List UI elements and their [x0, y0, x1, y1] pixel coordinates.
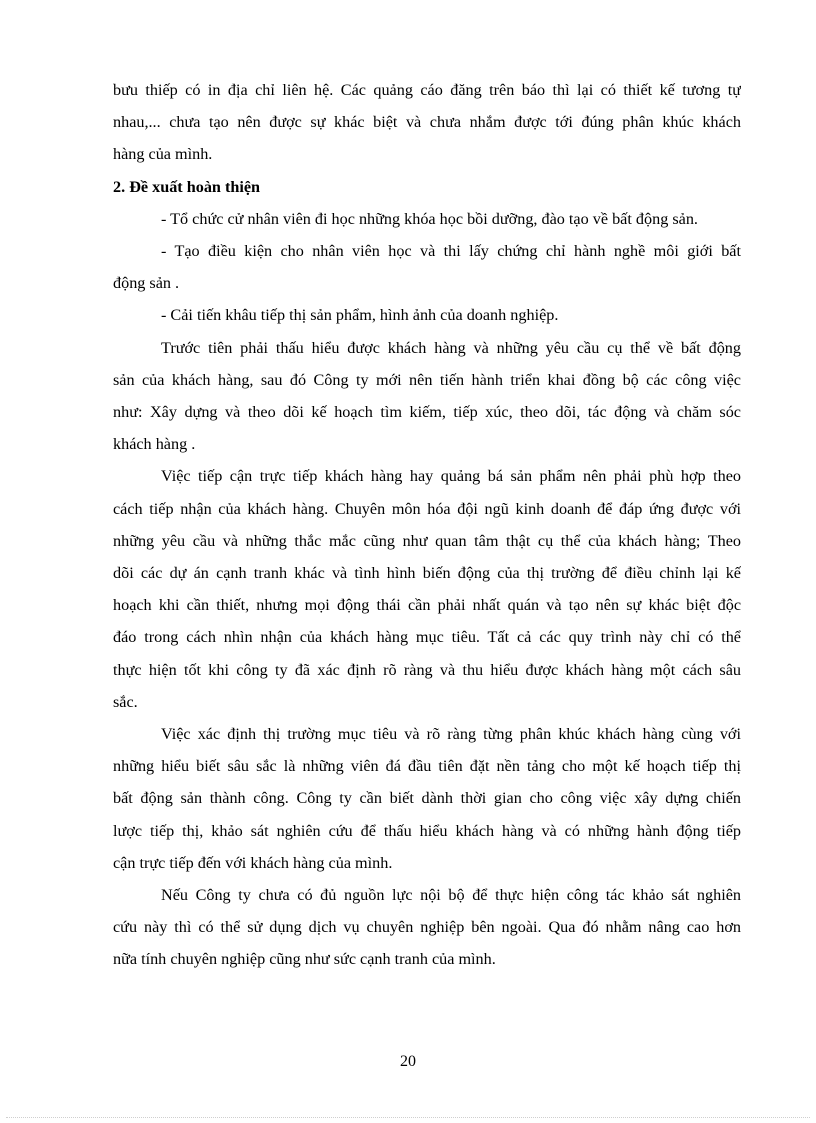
- text-line: sắc.: [113, 692, 138, 711]
- text-line: nhau,... chưa tạo nên được sự khác biệt và chưa nhắm được tới đúng phân khúc khách: [113, 113, 741, 132]
- text-line: hoạch khi cần thiết, nhưng mọi động thái cần phải nhất quán và tạo nên sự khác biệt độc: [113, 596, 741, 615]
- text-line: đáo trong cách nhìn nhận của khách hàng mục tiêu. Tất cả các quy trình này chỉ có thể: [113, 628, 741, 647]
- text-line: bưu thiếp có in địa chỉ liên hệ. Các quảng cáo đăng trên báo thì lại có thiết kế tương tự: [113, 81, 741, 99]
- section-heading: 2. Đề xuất hoàn thiện: [113, 177, 261, 196]
- text-line: hàng của mình.: [113, 145, 213, 164]
- text-line: bất động sản thành công. Công ty cần biết dành thời gian cho công việc xây dựng chiến: [113, 789, 741, 808]
- text-line: cách tiếp nhận của khách hàng. Chuyên môn hóa đội ngũ kinh doanh để đáp ứng được với: [113, 499, 741, 518]
- paragraph: [113, 460, 741, 718]
- bullet-item: [113, 235, 741, 299]
- text-line: dõi các dự án cạnh tranh khác và tình hình biến động của thị trường để điều chỉnh lại kế: [113, 564, 741, 583]
- text-line: Nếu Công ty chưa có đủ nguồn lực nội bộ để thực hiện công tác khảo sát nghiên: [161, 886, 741, 905]
- text-line: Việc tiếp cận trực tiếp khách hàng hay quảng bá sản phẩm nên phải phù hợp theo: [161, 467, 741, 486]
- text-line: lược tiếp thị, khảo sát nghiên cứu để thấu hiểu khách hàng và có những hành động tiếp: [113, 821, 741, 840]
- text-line: - Cải tiến khâu tiếp thị sản phẩm, hình ảnh của doanh nghiệp.: [161, 306, 559, 325]
- text-line: Trước tiên phải thấu hiểu được khách hàng và những yêu cầu cụ thể về bất động: [161, 338, 741, 357]
- paragraph: [113, 879, 741, 976]
- page-edge-divider: [6, 1117, 810, 1118]
- text-line: như: Xây dựng và theo dõi kế hoạch tìm kiếm, tiếp xúc, theo dõi, tác động và chăm sóc: [113, 403, 741, 422]
- text-line: - Tạo điều kiện cho nhân viên học và thi lấy chứng chỉ hành nghề môi giới bất: [161, 242, 741, 261]
- text-line: thực hiện tốt khi công ty đã xác định rõ ràng và thu hiểu được khách hàng một cách sâu: [113, 660, 741, 679]
- text-line: nữa tính chuyên nghiệp cũng như sức cạnh tranh của mình.: [113, 950, 496, 969]
- paragraph-continuation: [113, 74, 741, 171]
- text-line: những yêu cầu và những thắc mắc cũng như quan tâm thật cụ thể của khách hàng; Theo: [113, 531, 741, 550]
- bullet-item: [113, 203, 741, 235]
- text-line: sản của khách hàng, sau đó Công ty mới nên tiến hành triển khai đồng bộ các công việc: [113, 370, 741, 389]
- text-line: cứu này thì có thể sử dụng dịch vụ chuyên nghiệp bên ngoài. Qua đó nhằm nâng cao hơn: [113, 918, 741, 937]
- document-body: [113, 74, 741, 976]
- text-line: cận trực tiếp đến với khách hàng của mình.: [113, 853, 393, 872]
- paragraph: [113, 718, 741, 879]
- paragraph: [113, 332, 741, 461]
- text-line: những hiểu biết sâu sắc là những viên đá đầu tiên đặt nền tảng cho một kế hoạch tiếp thị: [113, 757, 741, 776]
- page-number: 20: [400, 1053, 416, 1070]
- text-line: động sản .: [113, 274, 180, 293]
- bullet-item: [113, 299, 741, 331]
- text-line: khách hàng .: [113, 435, 196, 454]
- text-line: Việc xác định thị trường mục tiêu và rõ ràng từng phân khúc khách hàng cùng với: [161, 725, 741, 744]
- text-line: - Tổ chức cử nhân viên đi học những khóa học bồi dưỡng, đào tạo về bất động sản.: [161, 209, 698, 228]
